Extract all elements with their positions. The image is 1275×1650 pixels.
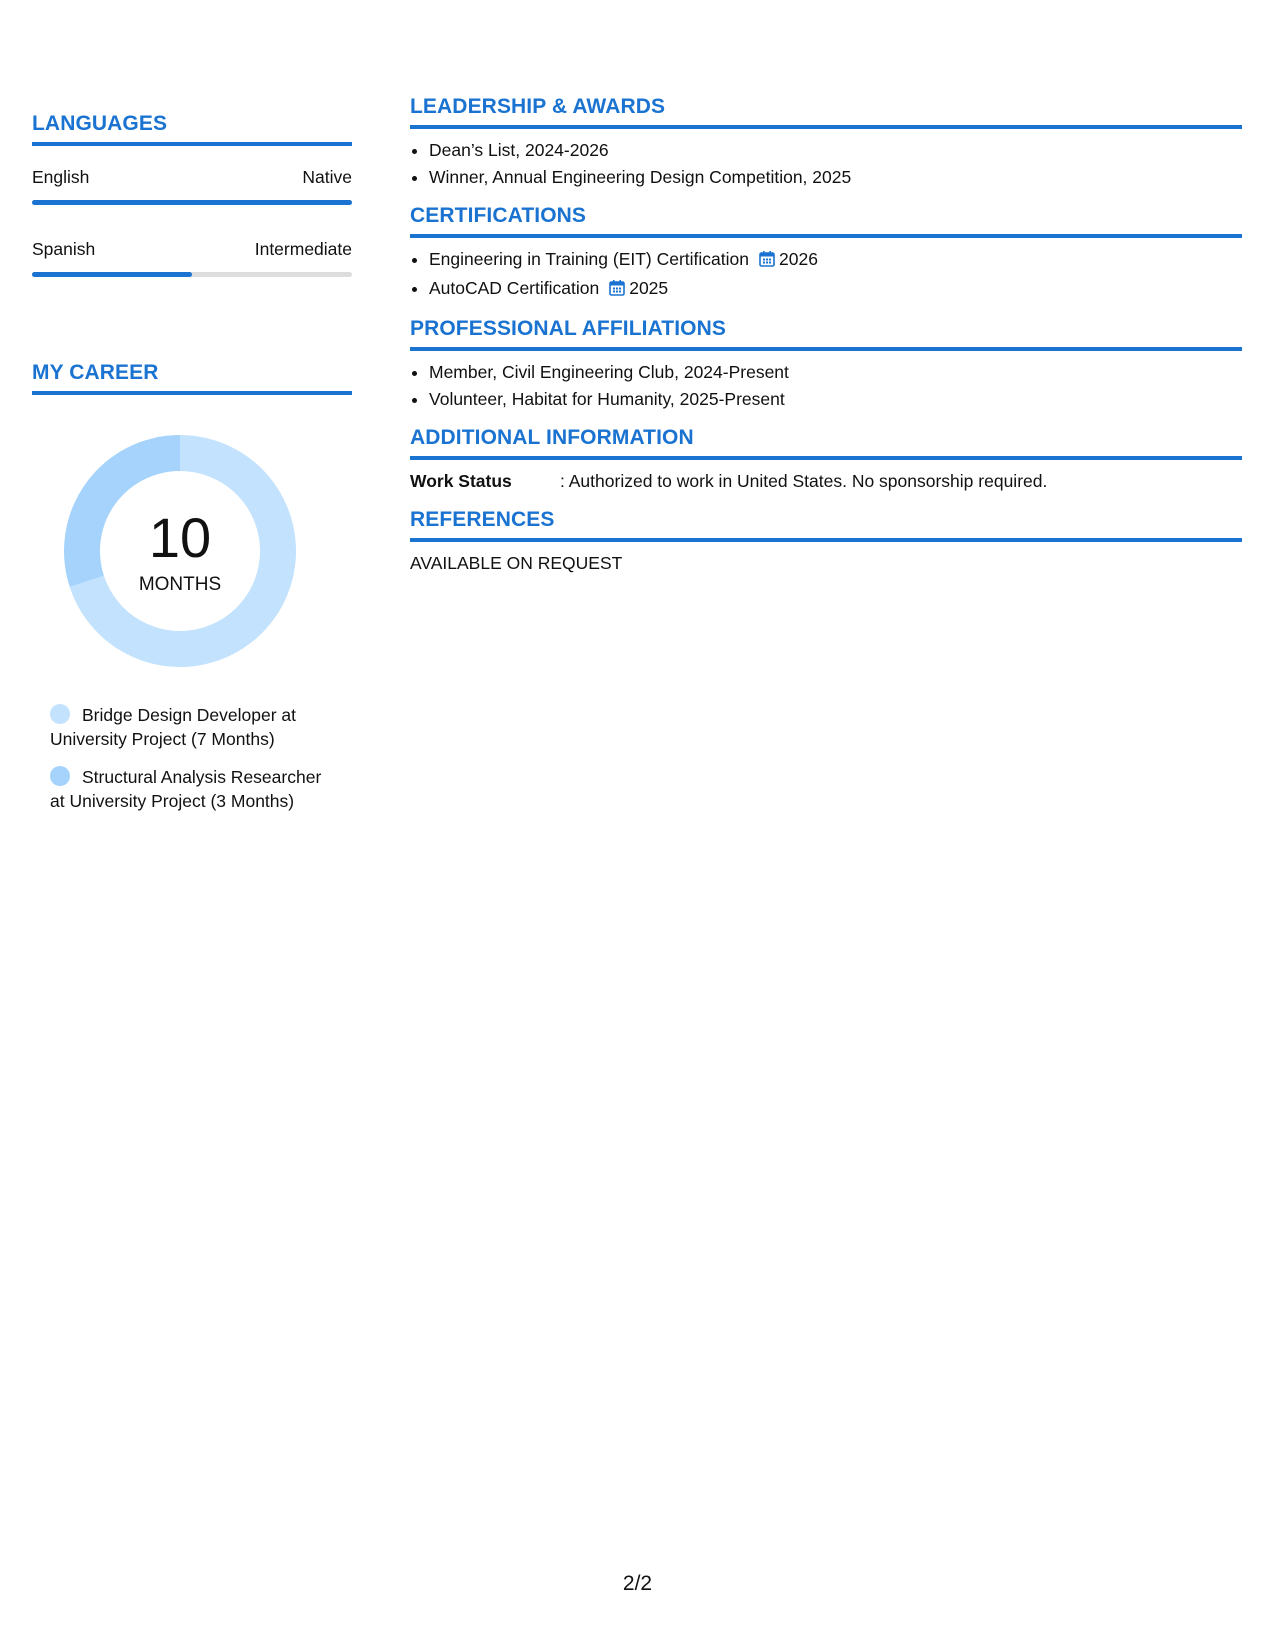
legend-dot [50, 766, 70, 786]
calendar-icon [609, 277, 625, 304]
donut-center-label [64, 435, 296, 667]
list-item: • Winner, Annual Engineering Design Competition, 2025 [429, 164, 1242, 191]
affiliations-section [410, 317, 1242, 413]
career-legend [50, 703, 330, 813]
list-item: • Dean’s List, 2024-2026 [429, 137, 1242, 164]
language-item-english [32, 167, 352, 205]
work-status-row [410, 468, 1242, 495]
legend-item [50, 703, 330, 751]
certifications-section [410, 204, 1242, 304]
language-level: Native [302, 167, 352, 187]
languages-section [32, 112, 352, 277]
leadership-list [410, 137, 1242, 191]
list-item: • Member, Civil Engineering Club, 2024-Present [429, 359, 1242, 386]
calendar-icon [759, 248, 775, 275]
work-status-value: : Authorized to work in United States. No sponsorship required. [560, 471, 1048, 491]
language-proficiency-bar [32, 272, 352, 277]
list-item [429, 246, 1242, 275]
total-months-number: 10 [148, 506, 212, 569]
list-item [429, 275, 1242, 304]
certifications-list [410, 246, 1242, 304]
language-name: Spanish [32, 239, 96, 259]
references-section [410, 508, 1242, 577]
certification-name: Engineering in Training (EIT) Certification [429, 249, 750, 269]
affiliations-heading: PROFESSIONAL AFFILIATIONS [410, 317, 1242, 351]
additional-info-section [410, 426, 1242, 495]
additional-info-heading: ADDITIONAL INFORMATION [410, 426, 1242, 460]
certification-year: 2025 [629, 278, 669, 298]
work-status-label: Work Status [410, 471, 512, 491]
language-name: English [32, 167, 90, 187]
career-donut-chart [64, 435, 296, 667]
leadership-heading: LEADERSHIP & AWARDS [410, 95, 1242, 129]
language-proficiency-fill [32, 272, 192, 277]
page-number: 2/2 [622, 1572, 653, 1595]
certification-year: 2026 [779, 249, 818, 269]
legend-label: Bridge Design Developer at University Project (7 Months) [50, 705, 297, 749]
certification-name: AutoCAD Certification [429, 278, 600, 298]
references-text: AVAILABLE ON REQUEST [410, 553, 623, 573]
leadership-section [410, 95, 1242, 191]
language-level: Intermediate [254, 239, 352, 259]
career-heading: MY CAREER [32, 361, 352, 395]
total-months-unit: MONTHS [138, 574, 222, 595]
right-column [410, 95, 1242, 590]
language-item-spanish [32, 239, 352, 277]
legend-label: Structural Analysis Researcher at University Project (3 Months) [50, 767, 322, 811]
language-proficiency-fill [32, 200, 352, 205]
career-section [32, 361, 352, 813]
list-item: • Volunteer, Habitat for Humanity, 2025-Present [429, 386, 1242, 413]
references-heading: REFERENCES [410, 508, 1242, 542]
language-proficiency-bar [32, 200, 352, 205]
languages-heading: LANGUAGES [32, 112, 352, 146]
left-column [32, 112, 352, 827]
legend-item [50, 765, 330, 813]
legend-dot [50, 704, 70, 724]
affiliations-list [410, 359, 1242, 413]
certifications-heading: CERTIFICATIONS [410, 204, 1242, 238]
